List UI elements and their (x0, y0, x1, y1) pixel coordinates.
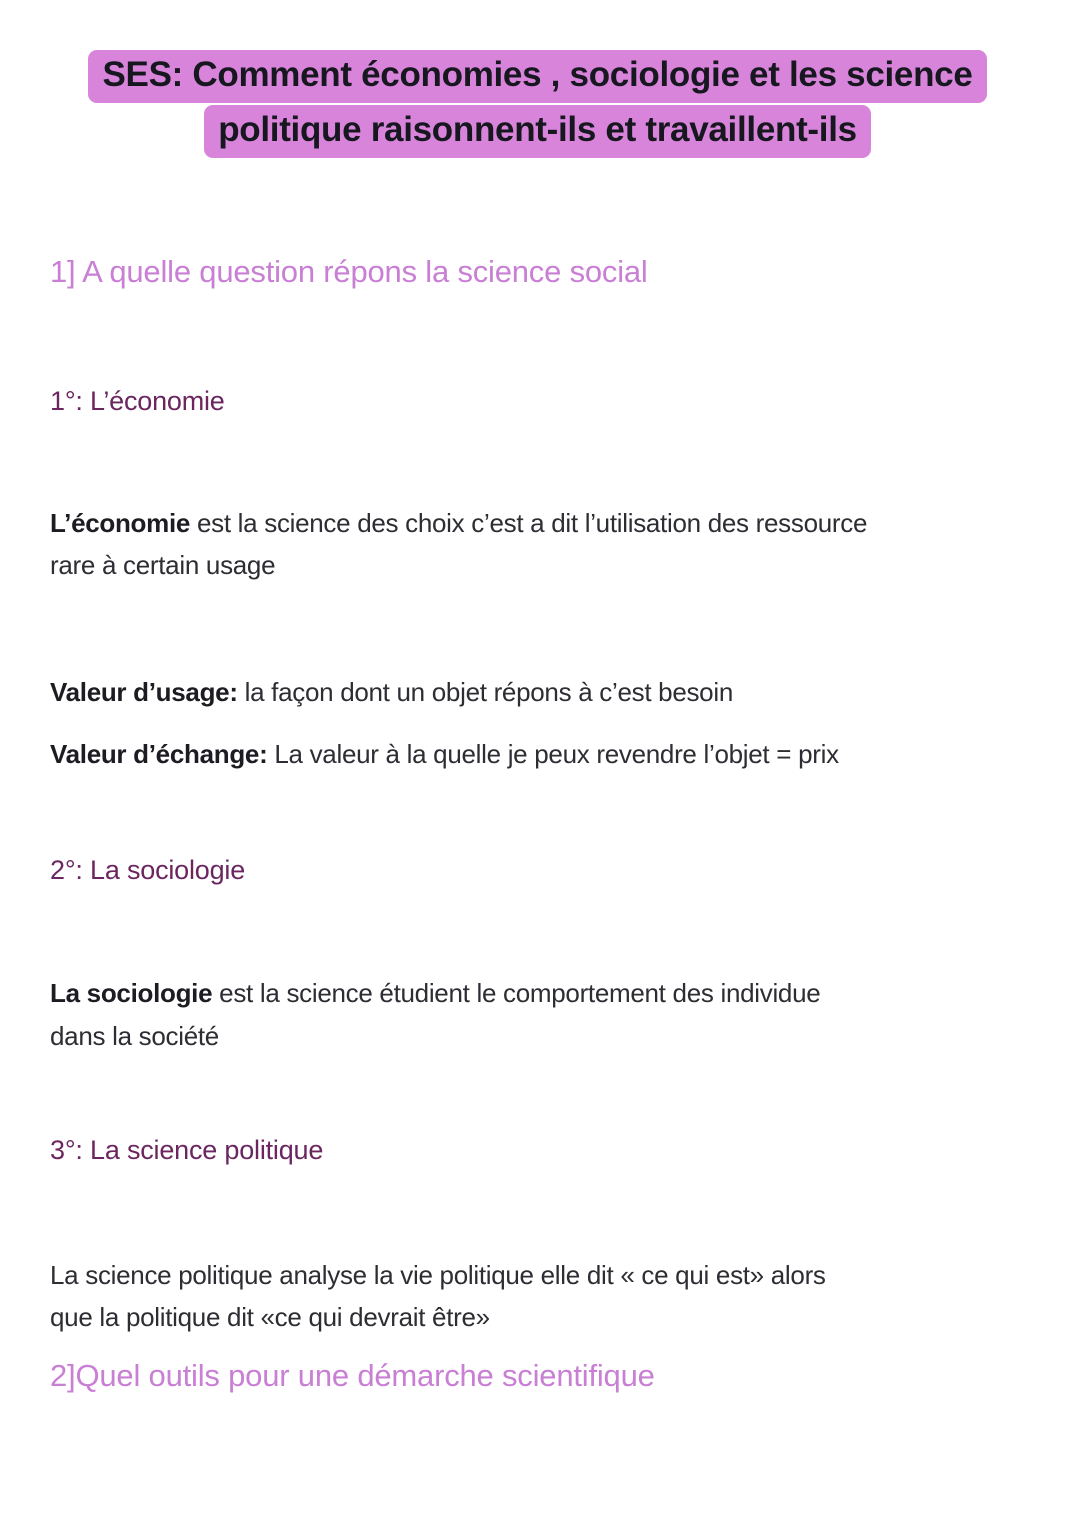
page-title-line-1 (50, 50, 1025, 103)
section-heading-2: 2]Quel outils pour une démarche scientifique (50, 1357, 655, 1393)
paragraph-economie-text-line2: rare à certain usage (50, 550, 276, 581)
paragraph-economie-lead: L’économie (50, 508, 191, 538)
paragraph-science-politique (50, 1254, 1025, 1338)
paragraph-economie-text: est la science des choix c’est a dit l’utilisation des ressource (190, 508, 868, 538)
page-title (50, 50, 1025, 158)
paragraph-valeur-usage-lead: Valeur d’usage: (50, 677, 238, 708)
paragraph-valeur-usage-text: la façon dont un objet répons à c’est besoin (237, 677, 733, 708)
title-highlight-2: politique raisonnent-ils et travaillent-ils (204, 105, 871, 158)
paragraph-sociologie (50, 972, 1025, 1056)
paragraph-sociologie-lead: La sociologie (50, 978, 213, 1009)
subsection-heading-sociologie: 2°: La sociologie (50, 855, 246, 886)
paragraph-science-politique-line2: que la politique dit «ce qui devrait être» (50, 1301, 490, 1332)
paragraph-valeur-echange-lead: Valeur d’échange: (50, 739, 268, 770)
paragraph-economie (50, 502, 1025, 586)
paragraph-sociologie-text-line2: dans la société (50, 1020, 219, 1051)
title-highlight-1: SES: Comment économies , sociologie et les science (88, 50, 986, 103)
page-title-line-2 (50, 105, 1025, 158)
subsection-heading-science-politique: 3°: La science politique (50, 1134, 324, 1165)
paragraph-valeur-echange (50, 733, 1025, 775)
paragraph-valeur-usage (50, 671, 1025, 713)
paragraph-sociologie-text: est la science étudient le comportement des individue (212, 978, 821, 1009)
subsection-heading-economie: 1°: L’économie (50, 386, 225, 416)
section-heading-1: 1] A quelle question répons la science social (50, 254, 648, 289)
paragraph-valeur-echange-text: La valeur à la quelle je peux revendre l’objet = prix (267, 739, 839, 770)
paragraph-science-politique-line1: La science politique analyse la vie politique elle dit « ce qui est» alors (50, 1259, 826, 1290)
